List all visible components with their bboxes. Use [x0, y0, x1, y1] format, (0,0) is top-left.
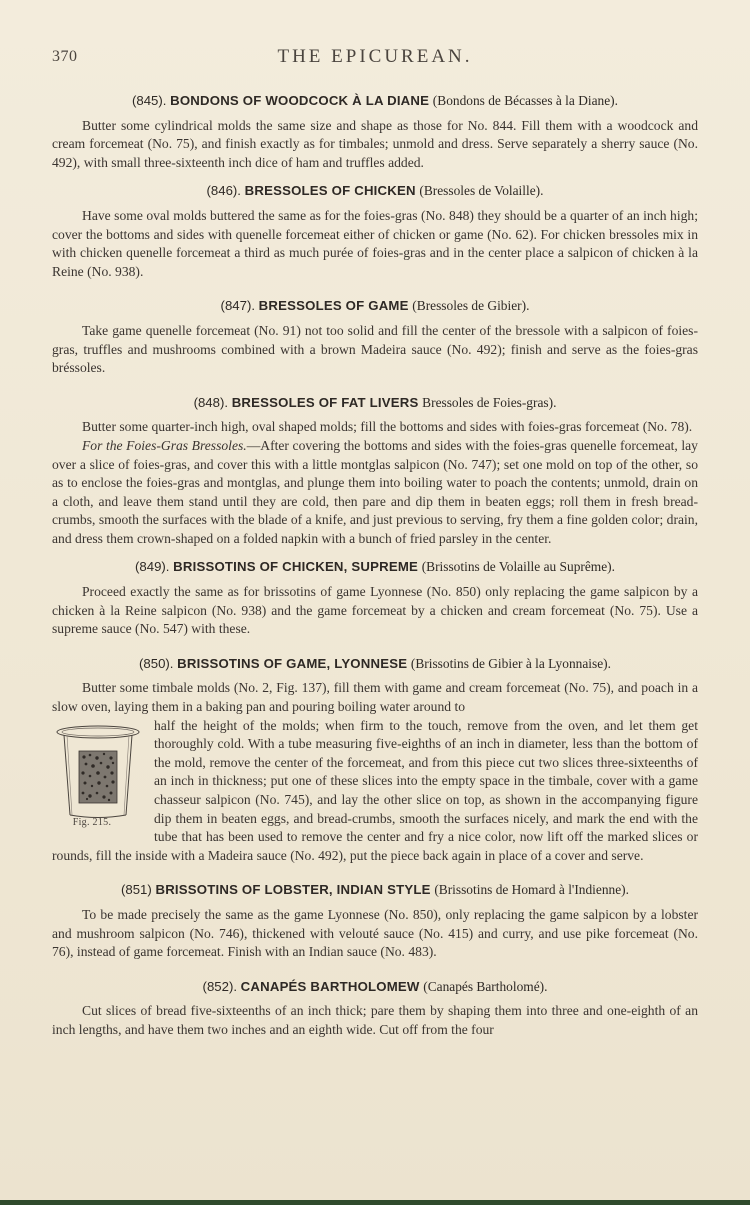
- recipe-french-title: (Bressoles de Gibier).: [412, 298, 530, 314]
- recipe-number: (847).: [220, 298, 255, 314]
- recipe-number: (846).: [206, 183, 241, 199]
- figure-block: [52, 717, 698, 866]
- recipe-number: (850).: [139, 655, 174, 671]
- recipe-paragraph: To be made precisely the same as the game Lyonnese (No. 850), only replacing the game salpicon by a lobster and mushroom salpicon (No. 746), thickened with velouté sauce (No. 415) and curry, and use pike forcemeat (No. 76), instead of game forcemeat. Finish with an Indian sauce (No. 483).: [52, 906, 698, 960]
- recipe-title: BRESSOLES OF GAME: [258, 298, 409, 314]
- recipe-849: [52, 558, 698, 638]
- recipe-french-title: (Brissotins de Gibier à la Lyonnaise).: [410, 655, 611, 671]
- page-header: [52, 48, 698, 72]
- running-title: THE EPICUREAN.: [277, 46, 473, 67]
- recipe-title: BRISSOTINS OF GAME, LYONNESE: [177, 655, 408, 671]
- page-edge: [0, 1200, 750, 1205]
- recipe-title: BRISSOTINS OF LOBSTER, INDIAN STYLE: [155, 882, 431, 898]
- recipe-title: BRISSOTINS OF CHICKEN, SUPREME: [173, 559, 419, 575]
- recipe-848: [52, 394, 698, 549]
- recipe-847: [52, 297, 698, 377]
- recipe-number: (852).: [202, 978, 237, 994]
- recipe-french-title: (Brissotins de Volaille au Suprême).: [421, 559, 615, 575]
- recipe-paragraph: Cut slices of bread five-sixteenths of an inch thick; pare them by shaping them into three and one-eighth of an inch lengths, and have them two inches and an eighth wide. Cut off from the four: [52, 1003, 698, 1037]
- recipe-title: BONDONS OF WOODCOCK À LA DIANE: [170, 93, 430, 108]
- recipe-paragraph-continued: half the height of the molds; when firm to the touch, remove from the oven, and let them get thoroughly cold. With a tube measuring five-eighths of an inch in diameter, less than the bottom of the mold, remove the center of the forcemeat, and from this piece cut two slices three-sixteenths of an inch in thickness; put one of these slices into the empty space in the timbale, cover with a game chasseur salpicon (No. 745), and lay the other slice on top, as shown in the accompanying figure dip them in beaten eggs, and bread-crumbs, smooth the surfaces nicely, and mark the end with the tube that has been used to remove the center and fry a nice color, now lift off the marked slices or rounds, fill the inside with a Madeira sauce (No. 492), put the piece back again in place of a cover and serve.: [52, 717, 698, 863]
- recipe-french-title: (Bressoles de Volaille).: [419, 183, 544, 199]
- recipe-heading: [52, 881, 698, 900]
- recipe-french-title: (Canapés Bartholomé).: [423, 978, 548, 994]
- recipe-french-title: (Brissotins de Homard à l'Indienne).: [434, 882, 629, 898]
- recipe-heading: [52, 655, 698, 674]
- recipe-paragraph: Butter some quarter-inch high, oval shaped molds; fill the bottoms and sides with foies-gras forcemeat (No. 78).: [82, 419, 693, 435]
- recipe-title: BRESSOLES OF FAT LIVERS: [231, 394, 419, 410]
- recipe-heading: [52, 92, 698, 111]
- page-content: [52, 92, 698, 1040]
- timbale-illustration: [52, 723, 144, 819]
- recipe-845: [52, 92, 698, 172]
- recipe-paragraph: Butter some cylindrical molds the same size and shape as those for No. 844. Fill them with a woodcock and cream forcemeat (No. 75), and finish exactly as for timbales; unmold and dress. Serve separately a sherry sauce (No. 492), with small three-sixteenth inch dice of ham and truffles added.: [52, 117, 698, 170]
- recipe-heading: [52, 978, 698, 997]
- italic-lead-text: For the Foies-Gras Bressoles.: [82, 437, 247, 453]
- recipe-number: (845).: [132, 93, 167, 108]
- recipe-heading: [52, 394, 698, 413]
- recipe-paragraph-italic-lead: [52, 437, 698, 549]
- recipe-french-title: Bressoles de Foies-gras).: [422, 394, 557, 410]
- recipe-heading: [52, 182, 698, 201]
- recipe-paragraph: Take game quenelle forcemeat (No. 91) not too solid and fill the center of the bressole with a salpicon of foies-gras, truffles and mushrooms combined with a brown Madeira sauce (No. 492); finish and serve as the foies-gras bréssoles.: [52, 322, 698, 376]
- recipe-title: CANAPÉS BARTHOLOMEW: [240, 978, 420, 994]
- recipe-852: [52, 978, 698, 1040]
- italic-para-text: —After covering the bottoms and sides with the foies-gras quenelle forcemeat, lay over a slice of foies-gras, and cover this with a little montglas salpicon (No. 747); set one mold on top of the other, so as to enclose the foies-gras and montglas, and plunge them into boiling water to poach the contents; unmold, drain on a cloth, and leave them stand until they are cold, then pare and dip them in beaten eggs; roll them in fresh bread-crumbs, smooth the surfaces with the blade of a knife, and just previous to serving, fry them a fine golden color; drain, and dress them crown-shaped on a folded napkin with a bunch of fried parsley in the center.: [52, 437, 698, 546]
- recipe-851: [52, 881, 698, 961]
- timbale-figure: [52, 723, 144, 831]
- recipe-846: [52, 182, 698, 281]
- figure-caption: Fig. 215.: [72, 817, 112, 829]
- recipe-paragraph: Have some oval molds buttered the same as for the foies-gras (No. 848) they should be a quarter of an inch high; cover the bottoms and sides with quenelle forcemeat either of chicken or game (No. 62). For chicken bressoles mix in with chicken quenelle forcemeat a third as much purée of foies-gras and in the center place a salpicon of chicken à la Reine (No. 938).: [52, 207, 698, 279]
- recipe-heading: [52, 558, 698, 577]
- recipe-heading: [52, 297, 698, 316]
- recipe-paragraph: Butter some timbale molds (No. 2, Fig. 137), fill them with game and cream forcemeat (No. 75), and poach in a slow oven, laying them in a baking pan and pouring boiling water around to: [52, 680, 698, 715]
- recipe-number: (848).: [193, 394, 229, 410]
- recipe-title: BRESSOLES OF CHICKEN: [244, 183, 416, 199]
- recipe-number: (849).: [135, 559, 170, 575]
- recipe-850: [52, 655, 698, 866]
- recipe-paragraph: Proceed exactly the same as for brissotins of game Lyonnese (No. 850) only replacing the game salpicon by a chicken à la Reine salpicon (No. 938) and the game forcemeat by a chicken and cream forcemeat (No. 75). Use a supreme sauce (No. 547) with these.: [52, 584, 698, 637]
- page-number: 370: [52, 48, 78, 65]
- recipe-french-title: (Bondons de Bécasses à la Diane).: [432, 93, 618, 108]
- recipe-number: (851): [121, 882, 152, 898]
